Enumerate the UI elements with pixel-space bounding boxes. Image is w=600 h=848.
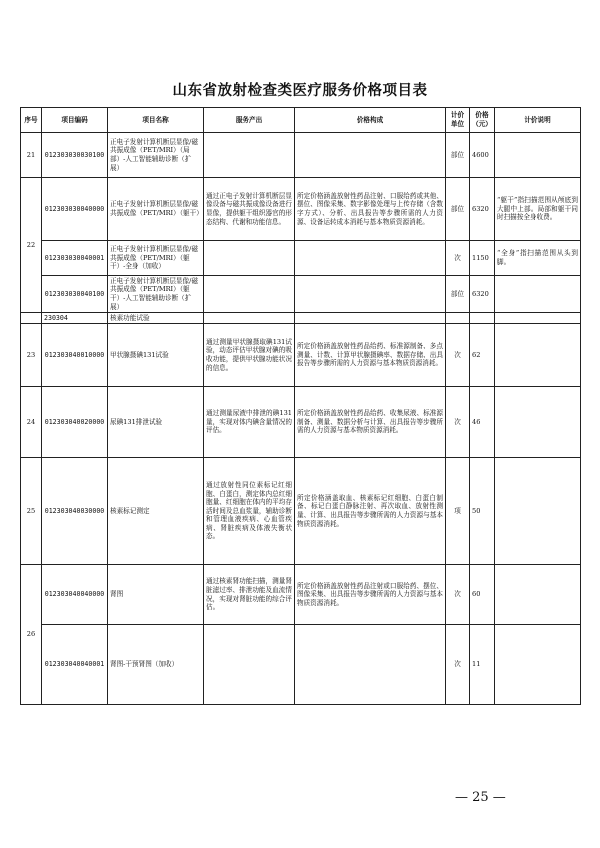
category-row [21,313,581,324]
page-title: 山东省放射检查类医疗服务价格项目表 [172,83,428,99]
cell-code: 012303040010000 [42,324,108,387]
cell-unit: 次 [446,324,470,387]
cell-output [204,133,295,178]
cell-seq: 22 [21,178,42,313]
cell-name: 肾图 [108,565,204,625]
cell-output [204,625,295,705]
cell-note [495,324,581,387]
cell-name: 核素标记测定 [108,458,204,565]
cell-seq: 21 [21,133,42,178]
cell-composition [295,625,446,705]
cell-unit: 部位 [446,276,470,313]
table-row [21,458,581,565]
cell-code: 012303040040001 [42,625,108,705]
table-row [21,565,581,625]
cell-code: 012303030040000 [42,178,108,241]
table-row [21,178,581,241]
cell-price: 6320 [470,178,495,241]
cell-unit: 项 [446,458,470,565]
cell-unit [446,313,470,324]
header-price-line2: （元） [472,120,492,128]
cell-price: 62 [470,324,495,387]
cell-price: 11 [470,625,495,705]
cell-output [204,241,295,276]
header-note: 计价说明 [495,108,581,133]
cell-output: 通过核素肾功能扫描，测量肾脏滤过率、排泄功能及血流情况，实现对肾脏功能的综合评估。 [204,565,295,625]
cell-code: 230304 [42,313,108,324]
cell-code: 012303040020000 [42,387,108,458]
cell-name: 肾图-干预肾图（加收） [108,625,204,705]
header-composition: 价格构成 [295,108,446,133]
cell-code: 012303030040001 [42,241,108,276]
cell-output [204,276,295,313]
cell-code: 012303030030100 [42,133,108,178]
cell-unit: 次 [446,565,470,625]
cell-output: 通过正电子发射计算机断层显像设备与磁共振成像设备进行显像，提供躯干组织器官的形态结构、代谢和功能信息。 [204,178,295,241]
table-row [21,625,581,705]
header-price-line1: 价格 [475,111,489,120]
cell-unit: 次 [446,241,470,276]
cell-seq: 24 [21,387,42,458]
header-output: 服务产出 [204,108,295,133]
table-row [21,387,581,458]
cell-seq: 25 [21,458,42,565]
cell-name: 正电子发射计算机断层显像/磁共振成像（PET/MRI）（局部）-人工智能辅助诊断（扩展） [108,133,204,178]
cell-note: “躯干”指扫描范围从颅底到大腿中上部。局部和躯干同时扫描按全身收费。 [495,178,581,241]
cell-output [204,313,295,324]
header-seq: 序号 [21,108,42,133]
cell-unit: 次 [446,625,470,705]
cell-seq: 26 [21,565,42,705]
header-code: 项目编码 [42,108,108,133]
cell-composition: 所定价格涵盖取血、核素标记红细胞、白蛋白制备、标记白蛋白静脉注射、再次取血、放射性测量、计算、出具报告等步骤所需的人力资源与基本物质资源消耗。 [295,458,446,565]
cell-note [495,565,581,625]
cell-note [495,458,581,565]
cell-code: 012303030040100 [42,276,108,313]
cell-code: 012303040040000 [42,565,108,625]
table-row [21,133,581,178]
cell-price: 1150 [470,241,495,276]
cell-note [495,625,581,705]
cell-output: 通过放射性同位素标记红细胞、白蛋白，测定体内总红细胞量、红细胞在体内的平均存活时间及总血浆量，辅助诊断和管理血液疾病、心血管疾病、肾脏疾病及体液失衡状态。 [204,458,295,565]
header-price [470,108,495,133]
header-name: 项目名称 [108,108,204,133]
cell-name: 正电子发射计算机断层显像/磁共振成像（PET/MRI）（躯干） [108,178,204,241]
cell-unit: 次 [446,387,470,458]
cell-composition [295,241,446,276]
cell-composition: 所定价格涵盖放射性药品注射、口服给药或其他、摆位、图像采集、数字影像处理与上传存储（含数字方式）、分析、出具报告等步骤所需的人力资源、设备运转成本消耗与基本物质资源消耗。 [295,178,446,241]
cell-seq [21,313,42,324]
cell-price: 50 [470,458,495,565]
cell-price: 6320 [470,276,495,313]
header-unit [446,108,470,133]
cell-name: 正电子发射计算机断层显像/磁共振成像（PET/MRI）（躯干）-全身（加收） [108,241,204,276]
cell-composition: 所定价格涵盖放射性药品给药、收集尿液、标准源制备、测量、数据分析与计算、出具报告等步骤所需的人力资源与基本物质资源消耗。 [295,387,446,458]
page-number: — 25 — [455,790,506,805]
cell-price [470,313,495,324]
cell-note [495,276,581,313]
cell-price: 60 [470,565,495,625]
table-row [21,324,581,387]
cell-note [495,133,581,178]
cell-unit: 部位 [446,178,470,241]
cell-composition [295,313,446,324]
cell-composition [295,276,446,313]
cell-code: 012303040030000 [42,458,108,565]
cell-price: 4600 [470,133,495,178]
cell-note [495,387,581,458]
price-table [20,107,581,705]
cell-output: 通过测量尿液中排泄的碘131量，实现对体内碘含量情况的评估。 [204,387,295,458]
cell-price: 46 [470,387,495,458]
header-unit-line1: 计价 [450,111,465,120]
cell-seq: 23 [21,324,42,387]
cell-composition: 所定价格涵盖放射性药品注射或口服给药、摆位、图像采集、出具报告等步骤所需的人力资源与基本物质资源消耗。 [295,565,446,625]
header-unit-line2: 单位 [450,120,465,128]
cell-name: 尿碘131排泄试验 [108,387,204,458]
cell-unit: 部位 [446,133,470,178]
cell-note [495,313,581,324]
cell-name: 甲状腺摄碘131试验 [108,324,204,387]
cell-note: “全身”指扫描范围从头到脚。 [495,241,581,276]
cell-name: 核素功能试验 [108,313,204,324]
cell-output: 通过测量甲状腺摄取碘131试验，动态评估甲状腺对碘的吸收功能，提供甲状腺功能状况的信息。 [204,324,295,387]
table-row [21,241,581,276]
cell-name: 正电子发射计算机断层显像/磁共振成像（PET/MRI）（躯干）-人工智能辅助诊断（扩展） [108,276,204,313]
table-row [21,276,581,313]
table-header-row [21,108,581,133]
cell-composition: 所定价格涵盖放射性药品给药、标准源制备、多点测量、计数、计算甲状腺摄碘率、数据存储、出具报告等步骤所需的人力资源与基本物质资源消耗。 [295,324,446,387]
cell-composition [295,133,446,178]
